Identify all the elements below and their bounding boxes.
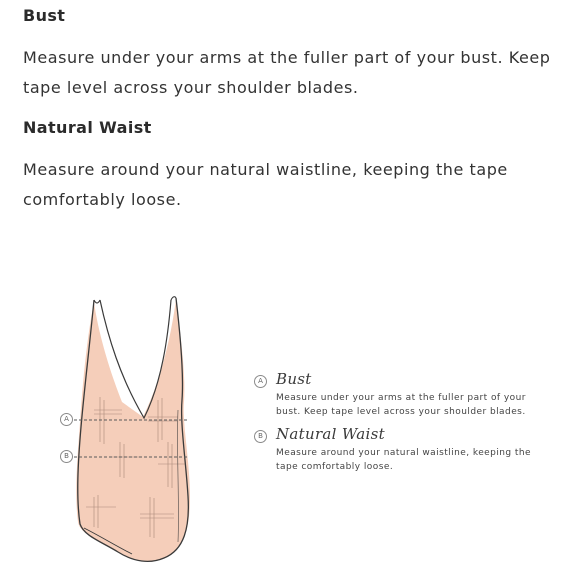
natural-waist-heading: Natural Waist xyxy=(23,118,152,137)
tank-top-sketch xyxy=(50,292,210,572)
legend-natural-waist xyxy=(254,427,554,474)
legend-desc-bust: Measure under your arms at the fuller part of your bust. Keep tape level across your shoulder blades. xyxy=(276,393,526,417)
legend-desc-natural-waist: Measure around your natural waistline, keeping the tape comfortably loose. xyxy=(276,448,532,472)
marker-b: B xyxy=(60,450,73,463)
bust-heading: Bust xyxy=(23,6,66,25)
marker-a: A xyxy=(60,413,73,426)
legend-marker-b: B xyxy=(254,430,267,443)
bust-description: Measure under your arms at the fuller part of your bust. Keep tape level across your shoulder blades. xyxy=(23,48,551,97)
tank-top-illustration xyxy=(50,292,210,572)
tank-top-fill xyxy=(76,300,190,562)
strap-right xyxy=(171,297,176,300)
legend-name-natural-waist: Natural Waist xyxy=(276,425,385,443)
legend-name-bust: Bust xyxy=(276,370,312,388)
strap-left xyxy=(94,300,100,303)
legend-marker-a: A xyxy=(254,375,267,388)
natural-waist-description: Measure around your natural waistline, keeping the tape comfortably loose. xyxy=(23,160,508,209)
legend-bust xyxy=(254,372,554,419)
